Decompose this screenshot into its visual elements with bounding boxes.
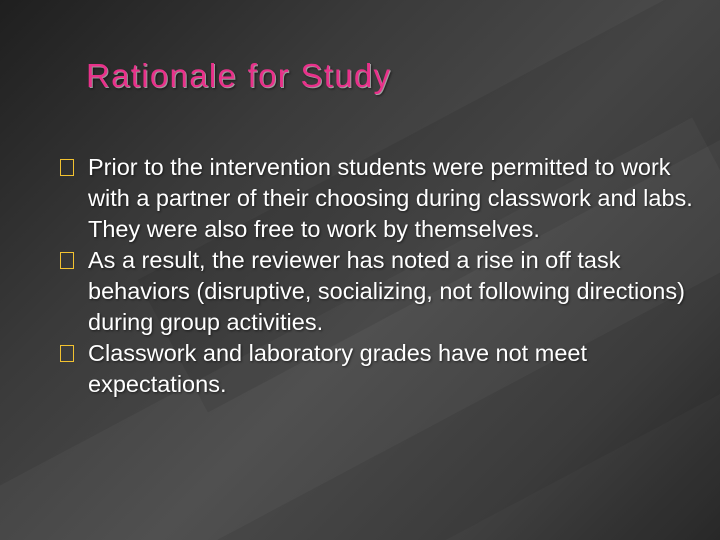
bullet-text: As a result, the reviewer has noted a rise in off task behaviors (disruptive, socializing, not following directions) during group activities. — [88, 247, 685, 335]
bullet-item — [58, 338, 698, 400]
bullet-text: Prior to the intervention students were permitted to work with a partner of their choosing during classwork and labs. They were also free to work by themselves. — [88, 154, 693, 242]
slide-title: Rationale for Study — [86, 57, 392, 94]
bullet-text: Classwork and laboratory grades have not meet expectations. — [88, 340, 587, 397]
bullet-list — [58, 152, 698, 400]
square-bullet-icon — [60, 252, 74, 269]
bullet-item — [58, 152, 698, 245]
bullet-item — [58, 245, 698, 338]
square-bullet-icon — [60, 345, 74, 362]
square-bullet-icon — [60, 159, 74, 176]
